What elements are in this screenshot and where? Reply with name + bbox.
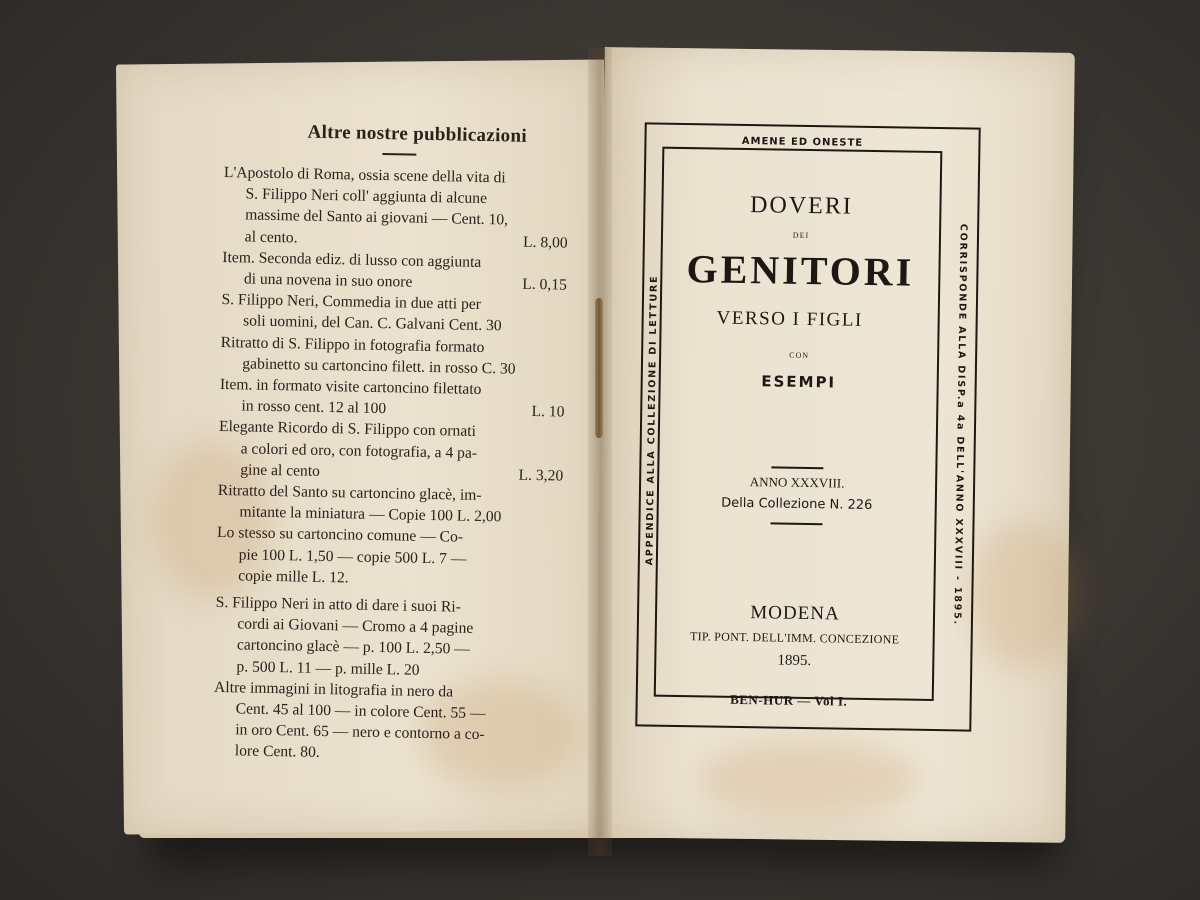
- bottom-label: BEN-HUR — Vol I.: [730, 691, 848, 709]
- entry-line: lore Cent. 80.: [234, 742, 320, 762]
- divider: [771, 466, 823, 469]
- entry-line: S. Filippo Neri in atto di dare i suoi Ri-: [215, 593, 462, 616]
- side-text-right: CORRISPONDE ALLA DISP.a 4a DELL'ANNO XXXVIII - 1895.: [951, 223, 969, 627]
- entry-line: gabinetto su cartoncino filett. in rosso C. 30: [242, 355, 516, 378]
- city: MODENA: [750, 602, 840, 625]
- entry-line: S. Filippo Neri, Commedia in due atti per: [221, 291, 482, 314]
- entry-line: a colori ed oro, con fotografia, a 4 pa-: [240, 440, 478, 462]
- list-item: [223, 162, 570, 253]
- entry-text: gine al cento: [240, 461, 321, 480]
- entry-line: Elegante Ricordo di S. Filippo con ornati: [218, 418, 477, 441]
- entry-line: mitante la miniatura — Copie 100 L. 2,00: [239, 503, 502, 526]
- stain: [700, 740, 920, 820]
- printer: TIP. PONT. DELL'IMM. CONCEZIONE: [689, 629, 900, 647]
- entry-price: L. 10: [531, 403, 565, 421]
- entry-text: al cento.: [244, 228, 298, 247]
- title-line-2: VERSO I FIGLI: [716, 307, 863, 331]
- title-line-3: ESEMPI: [761, 372, 837, 392]
- anno-label: ANNO XXXVIII.: [749, 474, 845, 491]
- entry-price: L. 3,20: [518, 466, 564, 485]
- entry-line: Item. in formato visite cartoncino filettato: [219, 375, 482, 399]
- list-item: [218, 416, 564, 486]
- series-label: AMENE ED ONESTE: [741, 135, 864, 149]
- stain: [970, 520, 1080, 670]
- divider: [770, 522, 822, 525]
- title-con: CON: [789, 350, 810, 361]
- page-title: Altre nostre pubblicazioni: [307, 121, 528, 147]
- entry-price: L. 8,00: [522, 233, 568, 252]
- entry-line: Ritratto del Santo su cartoncino glacè, im-: [217, 481, 482, 505]
- list-item: [220, 332, 566, 381]
- entry-line: pie 100 L. 1,50 — copie 500 L. 7 —: [238, 546, 467, 568]
- cover-frame-outer: [635, 122, 980, 731]
- entry-line: p. 500 L. 11 — p. mille L. 20: [236, 657, 420, 679]
- list-item: [221, 289, 567, 338]
- entry-line: Altre immagini in litografia in nero da: [213, 678, 454, 701]
- list-item: [222, 247, 568, 296]
- entry-price: L. 0,15: [522, 275, 568, 294]
- entry-line: Lo stesso su cartoncino comune — Co-: [216, 524, 464, 547]
- entry-line: cordi ai Giovani — Cromo a 4 pagine: [237, 615, 474, 638]
- entry-line: L'Apostolo di Roma, ossia scene della vita di: [223, 163, 506, 187]
- collection-number: Della Collezione N. 226: [721, 495, 873, 514]
- entry-line: Ritratto di S. Filippo in fotografia formato: [220, 333, 485, 356]
- cover-frame-inner: [654, 135, 943, 701]
- title-main: GENITORI: [686, 246, 915, 295]
- entry-text: di una novena in suo onore: [243, 270, 413, 291]
- entry-line: copie mille L. 12.: [238, 567, 349, 587]
- list-item: [214, 592, 561, 683]
- publications-list: [213, 120, 570, 768]
- list-item: [219, 374, 565, 423]
- entry-line: S. Filippo Neri coll' aggiunta di alcune: [245, 185, 488, 208]
- list-item: [216, 522, 562, 592]
- title-dei: DEI: [792, 230, 810, 240]
- title-line-1: DOVERI: [749, 192, 853, 220]
- entry-line: Item. Seconda ediz. di lusso con aggiunta: [222, 248, 482, 271]
- list-item: [213, 677, 560, 768]
- staple: [595, 298, 603, 438]
- year: 1895.: [777, 652, 812, 670]
- entry-line: Cent. 45 al 100 — in colore Cent. 55 —: [235, 700, 486, 723]
- entry-line: soli uomini, del Can. C. Galvani Cent. 30: [242, 312, 502, 335]
- entry-line: in oro Cent. 65 — nero e contorno a co-: [235, 721, 485, 744]
- entry-line: cartoncino glacè — p. 100 L. 2,50 —: [236, 636, 471, 659]
- entry-text: in rosso cent. 12 al 100: [241, 397, 387, 418]
- title-rule: [382, 153, 416, 156]
- side-text-left: APPENDICE ALLA COLLEZIONE DI LETTURE: [644, 274, 660, 566]
- spine-fold: [588, 48, 612, 856]
- entry-line: massime del Santo ai giovani — Cent. 10,: [245, 206, 509, 229]
- list-item: [217, 480, 563, 529]
